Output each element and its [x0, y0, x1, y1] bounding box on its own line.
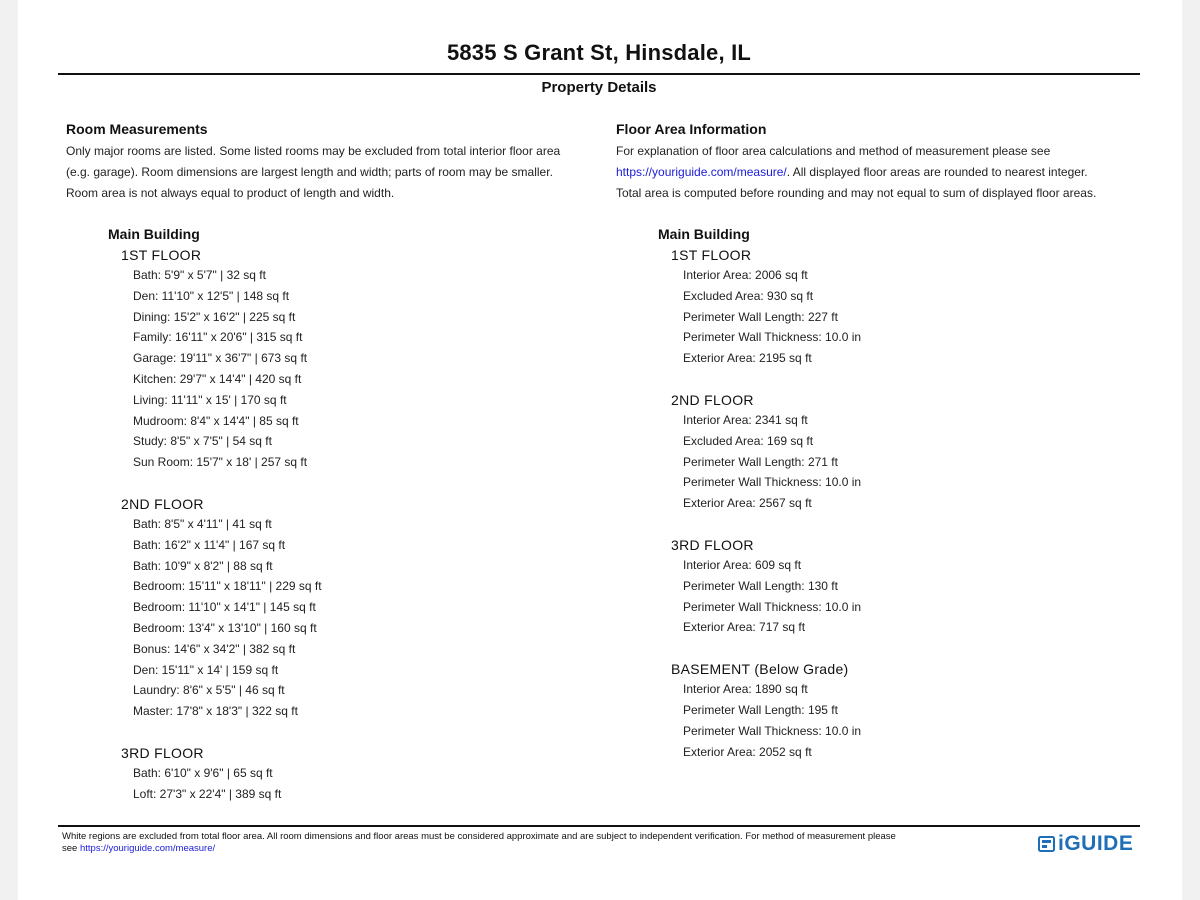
floor-title: 1ST FLOOR	[121, 247, 202, 263]
floor-section	[121, 494, 528, 722]
room-list	[108, 224, 528, 805]
floor-section	[121, 743, 528, 805]
room-item: Garage: 19'11" x 36'7" | 673 sq ft	[133, 351, 308, 366]
room-measurements-intro	[66, 141, 606, 204]
room-item: Loft: 27'3" x 22'4" | 389 sq ft	[133, 786, 282, 801]
footer-measure-link[interactable]: https://youriguide.com/measure/	[79, 843, 216, 854]
area-item: Perimeter Wall Thickness: 10.0 in	[683, 330, 862, 345]
floor-area-intro	[616, 141, 1136, 204]
area-item: Perimeter Wall Length: 195 ft	[683, 702, 838, 717]
page-subtitle: Property Details	[541, 79, 657, 96]
footer-see: see	[62, 843, 78, 854]
area-item: Exterior Area: 2567 sq ft	[683, 496, 812, 511]
area-item: Perimeter Wall Thickness: 10.0 in	[683, 723, 862, 738]
room-item: Mudroom: 8'4" x 14'4" | 85 sq ft	[133, 413, 299, 428]
intro-line: (e.g. garage). Room dimensions are largest length and width; parts of room may be smaller.	[66, 165, 553, 179]
room-item: Bedroom: 13'4" x 13'10" | 160 sq ft	[133, 620, 317, 635]
intro-line-rest: . All displayed floor areas are rounded to nearest integer.	[786, 165, 1088, 179]
footer-divider	[58, 825, 1140, 827]
floor-title: 3RD FLOOR	[121, 744, 204, 761]
room-item: Sun Room: 15'7" x 18' | 257 sq ft	[133, 455, 308, 470]
area-item: Excluded Area: 169 sq ft	[683, 433, 814, 448]
iguide-logo[interactable]	[1038, 832, 1133, 856]
floor-section	[671, 390, 1078, 514]
intro-line	[616, 162, 1136, 183]
footer-disclaimer	[62, 831, 1022, 855]
area-item: Perimeter Wall Thickness: 10.0 in	[683, 599, 862, 614]
intro-line: For explanation of floor area calculations and method of measurement please see	[616, 144, 1051, 158]
room-item: Laundry: 8'6" x 5'5" | 46 sq ft	[133, 683, 285, 698]
room-item: Bedroom: 15'11" x 18'11" | 229 sq ft	[133, 579, 322, 594]
iguide-logo-icon	[1038, 836, 1055, 852]
room-item: Bedroom: 11'10" x 14'1" | 145 sq ft	[133, 600, 316, 615]
floor-section	[121, 245, 528, 473]
room-item: Bath: 8'5" x 4'11" | 41 sq ft	[133, 516, 272, 531]
floor-section	[671, 659, 1078, 762]
floor-area-heading: Floor Area Information	[616, 121, 767, 137]
intro-line: Total area is computed before rounding and may not equal to sum of displayed floor areas.	[616, 186, 1097, 200]
area-item: Perimeter Wall Length: 271 ft	[683, 454, 838, 469]
area-item: Interior Area: 609 sq ft	[683, 557, 802, 572]
room-item: Bath: 16'2" x 11'4" | 167 sq ft	[133, 537, 286, 552]
area-item: Perimeter Wall Thickness: 10.0 in	[683, 475, 862, 490]
room-item: Bath: 10'9" x 8'2" | 88 sq ft	[133, 558, 273, 573]
footer-text: White regions are excluded from total floor area. All room dimensions and floor areas must be considered approximate and are subject to independent verification. For method of measurement please	[62, 831, 896, 842]
room-item: Kitchen: 29'7" x 14'4" | 420 sq ft	[133, 371, 302, 386]
area-item: Interior Area: 2341 sq ft	[683, 412, 808, 427]
intro-line: Room area is not always equal to product of length and width.	[66, 186, 395, 200]
page-title: 5835 S Grant St, Hinsdale, IL	[446, 40, 752, 65]
room-item: Bath: 5'9" x 5'7" | 32 sq ft	[133, 268, 266, 282]
area-item: Excluded Area: 930 sq ft	[683, 288, 814, 303]
room-item: Study: 8'5" x 7'5" | 54 sq ft	[133, 434, 272, 449]
area-item: Perimeter Wall Length: 130 ft	[683, 578, 838, 593]
intro-line: Only major rooms are listed. Some listed rooms may be excluded from total interior floor area	[66, 144, 561, 158]
floor-area-list	[658, 224, 1078, 762]
room-item: Bonus: 14'6" x 34'2" | 382 sq ft	[133, 641, 296, 656]
room-item: Living: 11'11" x 15' | 170 sq ft	[133, 392, 287, 407]
room-item: Dining: 15'2" x 16'2" | 225 sq ft	[133, 309, 296, 324]
building-title: Main Building	[658, 226, 750, 242]
floor-title: 2ND FLOOR	[671, 391, 754, 408]
area-item: Exterior Area: 2052 sq ft	[683, 744, 812, 759]
floor-title: 1ST FLOOR	[671, 247, 752, 263]
footer-link-line	[62, 843, 1022, 855]
room-item: Den: 15'11" x 14' | 159 sq ft	[133, 662, 279, 677]
room-measurements-heading: Room Measurements	[66, 121, 208, 137]
room-item: Family: 16'11" x 20'6" | 315 sq ft	[133, 330, 303, 345]
area-item: Exterior Area: 717 sq ft	[683, 620, 806, 635]
room-item: Master: 17'8" x 18'3" | 322 sq ft	[133, 704, 298, 719]
floor-title: 2ND FLOOR	[121, 495, 204, 512]
area-item: Exterior Area: 2195 sq ft	[683, 351, 812, 366]
area-item: Perimeter Wall Length: 227 ft	[683, 309, 838, 324]
building-title: Main Building	[108, 226, 200, 242]
floor-section	[671, 535, 1078, 638]
floor-title: 3RD FLOOR	[671, 536, 754, 553]
document-page	[18, 0, 1182, 900]
room-item: Den: 11'10" x 12'5" | 148 sq ft	[133, 288, 290, 303]
measure-link[interactable]: https://youriguide.com/measure/	[616, 165, 787, 179]
brand-name: iGUIDE	[1058, 832, 1134, 855]
room-item: Bath: 6'10" x 9'6" | 65 sq ft	[133, 765, 273, 780]
floor-section	[671, 245, 1078, 369]
area-item: Interior Area: 2006 sq ft	[683, 268, 808, 282]
floor-title: BASEMENT (Below Grade)	[671, 661, 849, 678]
title-divider	[58, 73, 1140, 75]
area-item: Interior Area: 1890 sq ft	[683, 682, 808, 697]
